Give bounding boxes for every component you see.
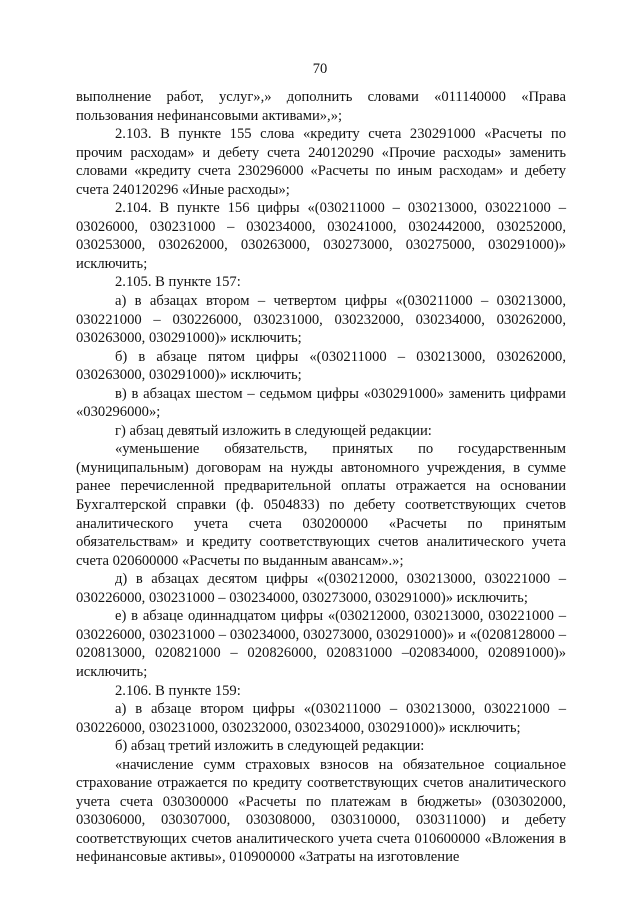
paragraph-2-106-b: б) абзац третий изложить в следующей редакции: bbox=[115, 738, 425, 755]
page-number: 70 bbox=[312, 61, 328, 77]
paragraph-2-105: 2.105. В пункте 157: bbox=[115, 274, 241, 291]
paragraph-2-105-g: г) абзац девятый изложить в следующей редакции: bbox=[115, 422, 432, 439]
paragraph-continuation: выполнение работ, услуг»,» дополнить словами «011140000 «Права пользования нефинансовыми активами»,»; bbox=[76, 89, 566, 124]
paragraph-2-105-v: в) в абзацах шестом – седьмом цифры «030291000» заменить цифрами «030296000»; bbox=[76, 385, 566, 421]
paragraph-2-106: 2.106. В пункте 159: bbox=[115, 682, 241, 699]
paragraph-2-105-b: б) в абзаце пятом цифры «(030211000 – 030213000, 030262000, 030263000, 030291000)» исключить; bbox=[76, 348, 566, 384]
paragraph-quote-obligations: «уменьшение обязательств, принятых по государственным (муниципальным) договорам на нужды автономного учреждения, в сумме ранее перечисленной предварительной оплаты отражается на основании Бухгалтерской справки (ф. 0504833) по дебету соответствующих счетов аналитического учета счета 030200000 «Расчеты по принятым обязательствам» и кредиту соответствующих счетов аналитического учета счета 020600000 «Расчеты по выданным авансам».»; bbox=[76, 441, 566, 569]
paragraph-quote-insurance: «начисление сумм страховых взносов на обязательное социальное страхование отражается по кредиту соответствующих счетов аналитического учета счета 030300000 «Расчеты по платежам в бюджеты» (030302000, 030306000, 030307000, 030308000, 030310000, 030311000) и дебету соответствующих счетов аналитического учета счета 010600000 «Вложения в нефинансовые активы», 010900000 «Затраты на изготовление bbox=[76, 756, 566, 866]
paragraph-2-106-a: а) в абзаце втором цифры «(030211000 – 030213000, 030221000 – 030226000, 030231000, 030232000, 030234000, 030291000)» исключить; bbox=[76, 701, 566, 736]
paragraph-2-103: 2.103. В пункте 155 слова «кредиту счета 230291000 «Расчеты по прочим расходам» и дебету счета 240120290 «Прочие расходы» заменить словами «кредиту счета 230296000 «Расчеты по иным расходам» и дебету счета 240120296 «Иные расходы»; bbox=[76, 126, 566, 198]
paragraph-2-105-a: а) в абзацах втором – четвертом цифры «(030211000 – 030213000, 030221000 – 030226000, 030231000, 030232000, 030234000, 030262000, 030263000, 030291000)» исключить; bbox=[76, 293, 566, 347]
paragraph-2-105-d: д) в абзацах десятом цифры «(030212000, 030213000, 030221000 – 030226000, 030231000 – 030234000, 030273000, 030291000)» исключить; bbox=[76, 571, 566, 606]
document-body bbox=[76, 88, 566, 867]
paragraph-2-104: 2.104. В пункте 156 цифры «(030211000 – 030213000, 030221000 – 03026000, 030231000 – 030234000, 030241000, 0302442000, 030252000, 030253000, 030262000, 030263000, 030273000, 030275000, 030291000)» исключить; bbox=[76, 200, 566, 272]
paragraph-2-105-e: е) в абзаце одиннадцатом цифры «(030212000, 030213000, 030221000 – 030226000, 030231000 – 030234000, 030273000, 030291000)» и «(0208128000 – 020813000, 020821000 – 020826000, 020831000 –020834000, 020891000)» исключить; bbox=[76, 608, 566, 680]
